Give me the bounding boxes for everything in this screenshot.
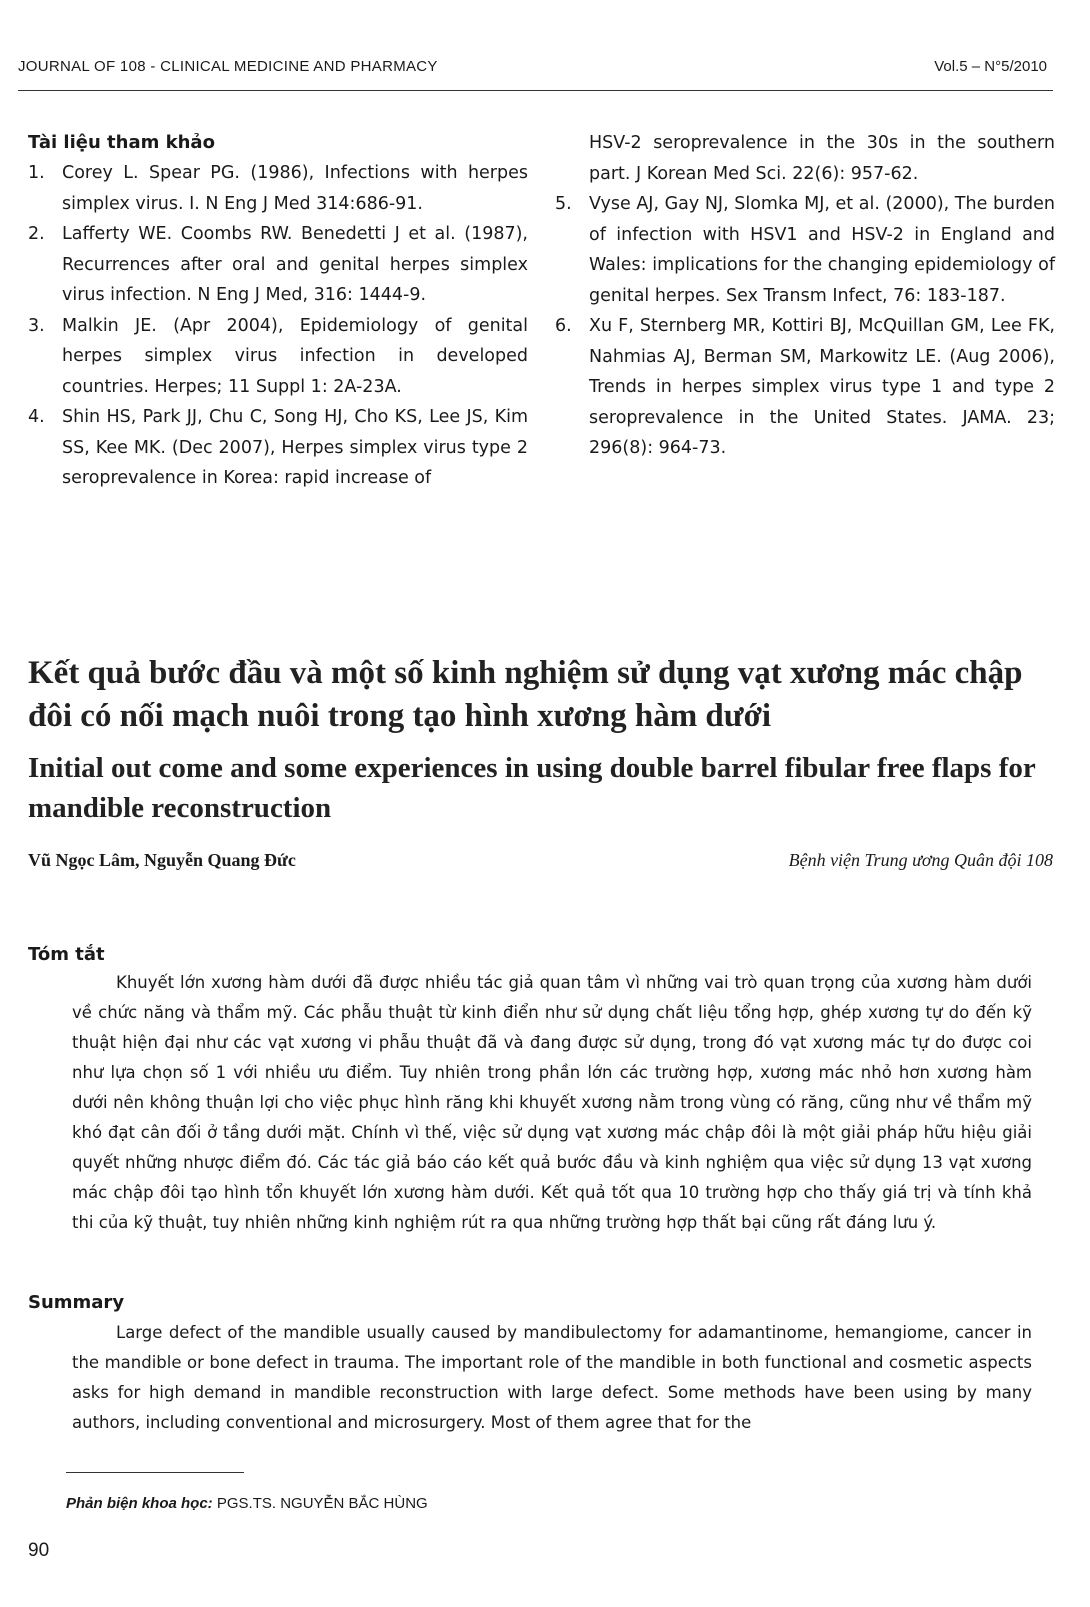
- abstract-body: [72, 968, 1032, 1238]
- reviewer-label: Phản biện khoa học:: [66, 1495, 213, 1512]
- references-left-column: [28, 128, 528, 494]
- reference-text: Shin HS, Park JJ, Chu C, Song HJ, Cho KS, Lee JS, Kim SS, Kee MK. (Dec 2007), Herpes simplex virus type 2 seroprevalence in Korea: rapid increase of: [62, 407, 528, 488]
- volume-issue: Vol.5 – N°5/2010: [934, 58, 1047, 75]
- running-header: [18, 58, 1053, 86]
- reference-item: [28, 311, 528, 403]
- page-number: 90: [28, 1540, 50, 1561]
- abstract-heading: Tóm tắt: [28, 944, 105, 965]
- reference-text: HSV-2 seroprevalence in the 30s in the southern part. J Korean Med Sci. 22(6): 957-62.: [589, 133, 1055, 184]
- reference-item: [28, 219, 528, 311]
- reference-item-continuation: [555, 128, 1055, 189]
- reference-number: 5.: [555, 194, 572, 214]
- byline: [28, 850, 1053, 878]
- article-title-block: [28, 652, 1053, 828]
- reference-item: [555, 311, 1055, 464]
- references-right-column: [555, 128, 1055, 464]
- reference-text: Corey L. Spear PG. (1986), Infections with herpes simplex virus. I. N Eng J Med 314:686-91.: [62, 163, 528, 214]
- authors: Vũ Ngọc Lâm, Nguyễn Quang Đức: [28, 850, 296, 870]
- references-heading: Tài liệu tham khảo: [28, 132, 215, 153]
- affiliation: Bệnh viện Trung ương Quân đội 108: [788, 850, 1053, 870]
- reference-item: [555, 189, 1055, 311]
- reference-number: 3.: [28, 315, 45, 336]
- reference-item: [28, 158, 528, 219]
- reference-item: [28, 402, 528, 494]
- reviewer-name: PGS.TS. NGUYỄN BẮC HÙNG: [212, 1495, 428, 1512]
- reviewer-footnote: [66, 1495, 428, 1512]
- reference-number: 2.: [28, 224, 45, 244]
- article-title-vietnamese: Kết quả bước đầu và một số kinh nghiệm sử dụng vạt xương mác chập đôi có nối mạch nuôi trong tạo hình xương hàm dưới: [28, 655, 1023, 734]
- reference-text: Xu F, Sternberg MR, Kottiri BJ, McQuillan GM, Lee FK, Nahmias AJ, Berman SM, Markowitz LE. (Aug 2006), Trends in herpes simplex virus type 1 and type 2 seroprevalence in the United States. JAMA. 23; 296(8): 964-73.: [589, 316, 1055, 458]
- reference-text: Malkin JE. (Apr 2004), Epidemiology of genital herpes simplex virus infection in developed countries. Herpes; 11 Suppl 1: 2A-23A.: [62, 315, 528, 397]
- abstract-paragraph: Khuyết lớn xương hàm dưới đã được nhiều tác giả quan tâm vì những vai trò quan trọng của xương hàm dưới về chức năng và thẩm mỹ. Các phẫu thuật từ kinh điển như sử dụng chất liệu tổng hợp, ghép xương tự do đến kỹ thuật hiện đại như các vạt xương vi phẫu thuật đã và đang được sử dụng, trong đó vạt xương mác tự do được coi như lựa chọn số 1 với nhiều ưu điểm. Tuy nhiên trong phần lớn các trường hợp, xương mác nhỏ hơn xương hàm dưới nên không thuận lợi cho việc phục hình răng khi khuyết xương nằm trong vùng có răng, cũng như về thẩm mỹ khó đạt cân đối ở tầng dưới mặt. Chính vì thế, việc sử dụng vạt xương mác chập đôi là một giải pháp hữu hiệu giải quyết những nhược điểm đó. Các tác giả báo cáo kết quả bước đầu và kinh nghiệm qua việc sử dụng 13 vạt xương mác chập đôi tạo hình tổn khuyết lớn xương hàm dưới. Kết quả tốt qua 10 trường hợp cho thấy giá trị và tính khả thi của kỹ thuật, tuy nhiên những kinh nghiệm rút ra qua những trường hợp thất bại cũng rất đáng lưu ý.: [72, 973, 1032, 1232]
- summary-paragraph: Large defect of the mandible usually caused by mandibulectomy for adamantinome, hemangiome, cancer in the mandible or bone defect in trauma. The important role of the mandible in both functional and cosmetic aspects asks for high demand in mandible reconstruction with large defect. Some methods have been using by many authors, including conventional and microsurgery. Most of them agree that for the: [72, 1323, 1032, 1432]
- reference-number: 4.: [28, 407, 45, 427]
- article-title-english: Initial out come and some experiences in using double barrel fibular free flaps for mandible reconstruction: [28, 752, 1036, 824]
- reference-number: 6.: [555, 316, 572, 336]
- reference-text: Lafferty WE. Coombs RW. Benedetti J et al. (1987), Recurrences after oral and genital herpes simplex virus infection. N Eng J Med, 316: 1444-9.: [62, 224, 528, 305]
- reference-number: 1.: [28, 163, 45, 183]
- journal-name: JOURNAL OF 108 - CLINICAL MEDICINE AND PHARMACY: [18, 58, 438, 75]
- header-rule: [18, 90, 1053, 91]
- reference-text: Vyse AJ, Gay NJ, Slomka MJ, et al. (2000), The burden of infection with HSV1 and HSV-2 in England and Wales: implications for the changing epidemiology of genital herpes. Sex Transm Infect, 76: 183-187.: [589, 194, 1055, 306]
- footnote-rule: [66, 1472, 244, 1473]
- summary-body: [72, 1318, 1032, 1438]
- summary-heading: Summary: [28, 1292, 125, 1313]
